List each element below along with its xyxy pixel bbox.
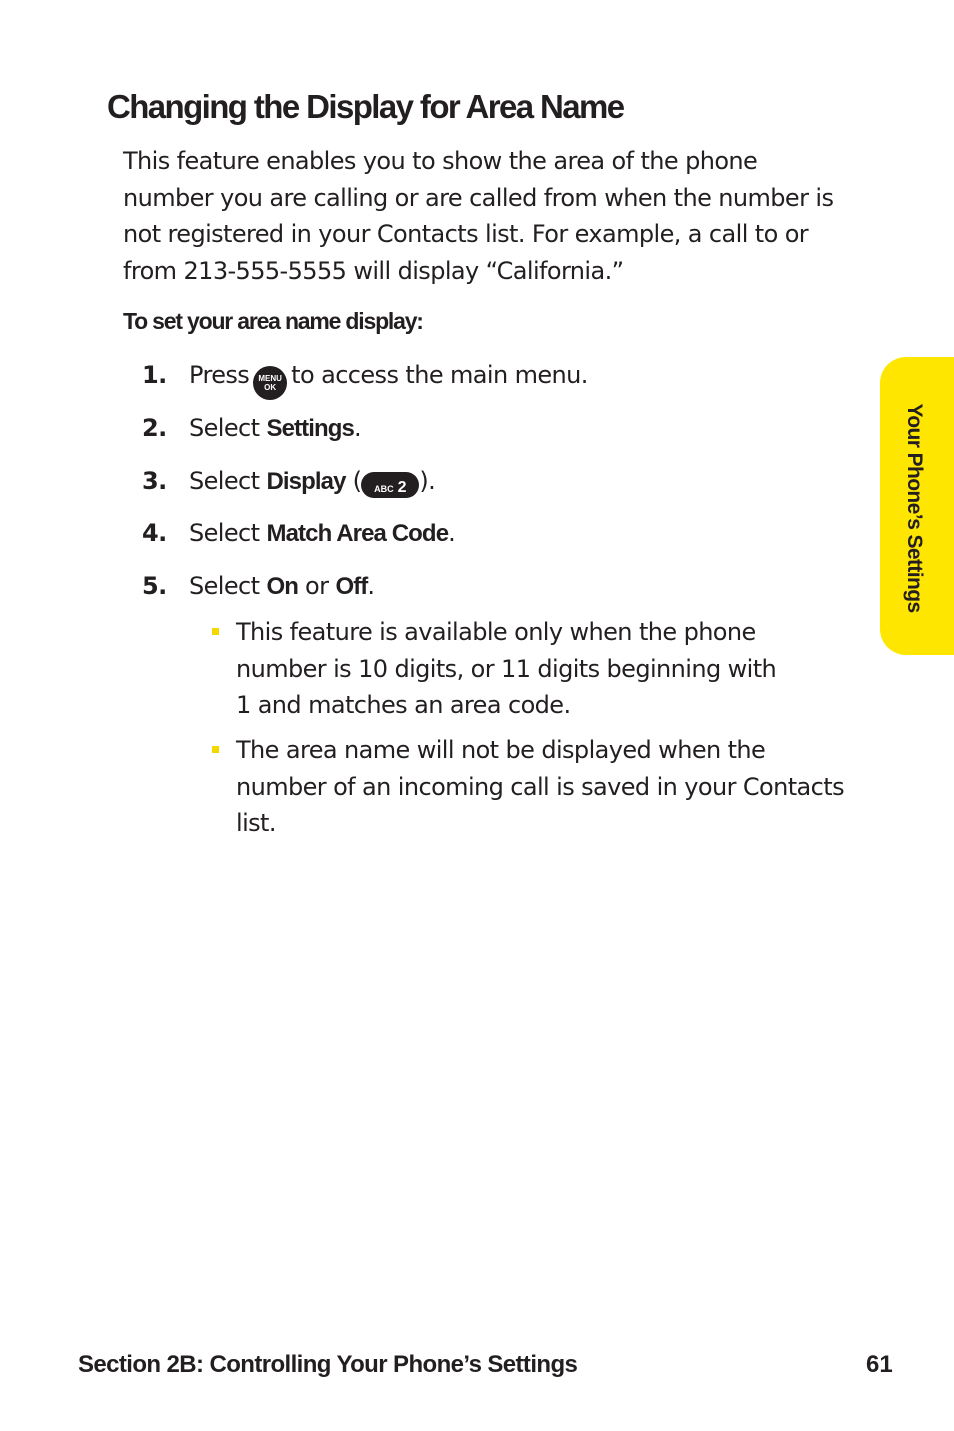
- step-1: [142, 357, 588, 393]
- menu-option-display: Display: [266, 468, 346, 495]
- page-number: 61: [866, 1351, 893, 1378]
- step-punctuation: .: [367, 572, 375, 600]
- step-number: 2.: [142, 414, 167, 442]
- bullet-line: number of an incoming call is saved in your Contacts: [236, 772, 844, 801]
- step-4: [142, 515, 455, 551]
- bullet-square-icon: [212, 628, 219, 635]
- page-heading: Changing the Display for Area Name: [107, 88, 624, 125]
- menu-key-label: MENU: [258, 374, 282, 383]
- intro-line: not registered in your Contacts list. For example, a call to or: [123, 220, 809, 248]
- key-digit: 2: [397, 479, 407, 496]
- footer-section-title: Section 2B: Controlling Your Phone’s Settings: [78, 1351, 578, 1378]
- step-text: or: [305, 572, 329, 600]
- bullet-line: This feature is available only when the phone: [236, 618, 756, 646]
- step-text: Select: [189, 519, 260, 547]
- step-punctuation: .: [353, 414, 361, 442]
- step-5: [142, 568, 374, 604]
- step-text: Select: [189, 414, 260, 442]
- abc-key-label: ABC: [374, 484, 394, 494]
- intro-line: from 213-555-5555 will display “California.”: [123, 256, 624, 285]
- menu-option-settings: Settings: [266, 415, 354, 442]
- intro-paragraph: [123, 143, 863, 289]
- step-text: Select: [189, 467, 260, 495]
- intro-line: number you are calling or are called from when the number is: [123, 183, 834, 212]
- step-text: Select: [189, 572, 260, 600]
- menu-option-off: Off: [335, 573, 368, 600]
- bullet-line: number is 10 digits, or 11 digits beginning with: [236, 654, 777, 683]
- step-2: [142, 410, 361, 446]
- bullet-line: 1 and matches an area code.: [236, 691, 571, 719]
- bullet-note: [236, 614, 866, 724]
- bullet-line: list.: [236, 809, 276, 837]
- abc-2-key-icon: [361, 472, 419, 498]
- step-number: 3.: [142, 467, 167, 495]
- step-punctuation: ).: [419, 467, 436, 495]
- step-3: [142, 463, 435, 499]
- procedure-subheading: To set your area name display:: [123, 308, 423, 334]
- step-number: 5.: [142, 572, 167, 600]
- bullet-note: [236, 732, 866, 842]
- step-punctuation: (: [352, 467, 362, 495]
- menu-option-on: On: [266, 573, 299, 600]
- step-text: to access the main menu.: [291, 361, 588, 389]
- step-text: Press: [189, 361, 250, 389]
- side-tab-label: Your Phone’s Settings: [903, 403, 926, 613]
- intro-line: This feature enables you to show the area of the phone: [123, 147, 758, 175]
- ok-key-label: OK: [264, 383, 277, 392]
- step-punctuation: .: [448, 519, 456, 547]
- menu-option-match-area-code: Match Area Code: [266, 520, 449, 547]
- bullet-square-icon: [212, 746, 219, 753]
- step-number: 4.: [142, 519, 167, 547]
- step-number: 1.: [142, 361, 167, 389]
- bullet-line: The area name will not be displayed when the: [236, 736, 766, 764]
- menu-ok-key-icon: [253, 366, 287, 400]
